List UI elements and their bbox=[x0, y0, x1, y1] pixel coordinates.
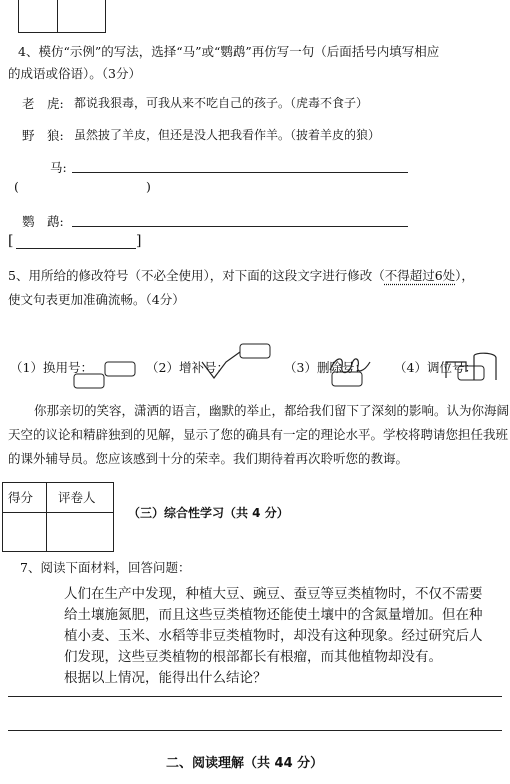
q4-horse-label: 马: bbox=[50, 160, 67, 175]
q7-line: 们发现，这些豆类植物的根部都长有根瘤，而其他植物却没有。 bbox=[64, 649, 442, 665]
swap-label-c: 号： bbox=[451, 360, 477, 375]
section2-title: 二、阅读理解（共 44 分） bbox=[166, 756, 324, 771]
q5-paragraph-line2: 天空的议论和精辟独到的见解，显示了您的确具有一定的理论水平。学校将聘请您担任我班 bbox=[8, 427, 509, 442]
grader-header: 评卷人 bbox=[58, 490, 96, 505]
q4-parrot-label: 鹦 鹉: bbox=[22, 214, 64, 229]
q5-prompt-line1 bbox=[8, 266, 474, 284]
q4-horse-answer-line[interactable] bbox=[72, 172, 408, 173]
q4-horse-open-paren: ( bbox=[14, 179, 19, 194]
section3-title: （三）综合性学习（共 4 分） bbox=[128, 506, 289, 520]
q4-horse-close-paren: ) bbox=[146, 179, 151, 194]
swap-mark-icon bbox=[440, 350, 502, 386]
symbol-replace-label: （1）换用号： bbox=[10, 360, 93, 375]
q4-parrot-close-bracket: ] bbox=[136, 233, 142, 249]
q7-line: 根据以上情况，能得出什么结论？ bbox=[64, 670, 267, 686]
q4-parrot-paren-line bbox=[16, 248, 136, 249]
top-table-remnant bbox=[18, 0, 106, 33]
q7-prompt: 7、阅读下面材料，回答问题： bbox=[20, 560, 191, 575]
q4-example2-text: 虽然披了羊皮，但还是没人把我看作羊。（披着羊皮的狼） bbox=[74, 128, 381, 142]
q5-paragraph-line1: 你那亲切的笑容，潇洒的语言，幽默的举止，都给我们留下了深刻的影响。认为你海阔 bbox=[34, 403, 510, 418]
q5-paragraph-line3: 的课外辅导员。您应该感到十分的荣幸。我们期待着再次聆听您的教诲。 bbox=[8, 451, 409, 466]
symbol-delete-label: （3）删除号： bbox=[284, 360, 367, 375]
q4-example1-label: 老 虎: bbox=[22, 96, 64, 111]
grader-cell[interactable] bbox=[47, 513, 111, 549]
q4-prompt-line1: 4、模仿“示例”的写法，选择“马”或“鹦鹉”再仿写一句（后面括号内填写相应 bbox=[18, 44, 440, 59]
q4-parrot-answer-line[interactable] bbox=[72, 226, 408, 227]
q5-prompt-limit: 不得超过6处 bbox=[384, 268, 456, 283]
insert-mark-icon bbox=[200, 342, 280, 384]
q7-material bbox=[64, 584, 483, 689]
swap-label-b: 位 bbox=[439, 360, 452, 375]
delete-mark-icon bbox=[326, 352, 390, 388]
score-header: 得分 bbox=[8, 490, 34, 505]
q7-answer-line-1[interactable] bbox=[8, 696, 502, 697]
q4-example2-label: 野 狼: bbox=[22, 128, 64, 143]
q7-line: 给土壤施氮肥，而且这些豆类植物还能使土壤中的含氮量增加。但在种 bbox=[64, 607, 483, 623]
score-cell[interactable] bbox=[3, 513, 45, 549]
symbol-insert-label: （2）增补号： bbox=[146, 360, 229, 375]
q5-prompt-c: ）， bbox=[455, 268, 474, 283]
q7-answer-line-2[interactable] bbox=[8, 730, 502, 731]
q4-parrot-open-bracket: [ bbox=[8, 233, 14, 249]
q5-prompt-line2: 使文句表更加准确流畅。（4分） bbox=[8, 292, 185, 307]
q7-line: 人们在生产中发现，种植大豆、豌豆、蚕豆等豆类植物时，不仅不需要 bbox=[64, 586, 483, 602]
replace-mark-icon bbox=[70, 360, 140, 390]
q4-prompt-line2: 的成语或俗语）。（3分） bbox=[8, 66, 141, 81]
q7-line: 植小麦、玉米、水稻等非豆类植物时，却没有这种现象。经过研究后人 bbox=[64, 628, 483, 644]
q5-prompt-a: 5、用所给的修改符号（不必全使用），对下面的这段文字进行修改（ bbox=[8, 268, 385, 283]
q4-example1-text: 都说我狠毒，可我从来不吃自己的孩子。（虎毒不食子） bbox=[74, 96, 369, 110]
top-table-divider bbox=[57, 0, 58, 33]
swap-label-a: （4）调 bbox=[394, 360, 440, 375]
